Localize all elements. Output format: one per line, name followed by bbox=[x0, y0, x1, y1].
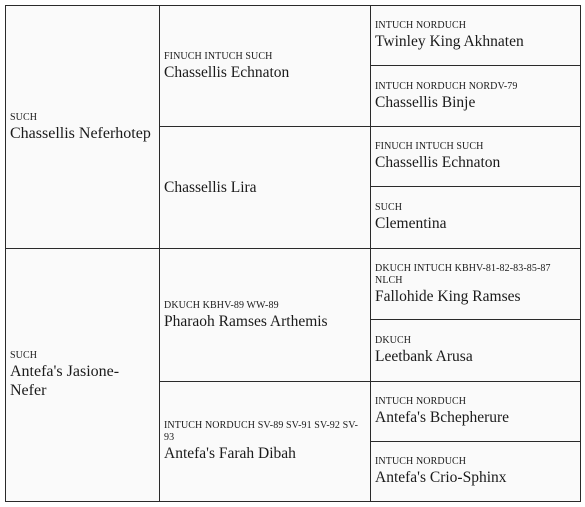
dog-title: FINUCH INTUCH SUCH bbox=[375, 141, 484, 152]
dog-name: Chassellis Echnaton bbox=[375, 154, 501, 171]
dog-name: Leetbank Arusa bbox=[375, 348, 473, 365]
dog-name: Antefa's Bchepherure bbox=[375, 409, 510, 426]
dog-title: DKUCH KBHV-89 WW-89 bbox=[164, 299, 279, 311]
great-grandparent-6 bbox=[370, 319, 581, 382]
dog-title: INTUCH NORDUCH NORDV-79 bbox=[375, 80, 518, 92]
parent-sire bbox=[5, 5, 160, 249]
dog-name: Antefa's Jasione-Nefer bbox=[10, 363, 120, 399]
great-grandparent-7 bbox=[370, 381, 581, 442]
parent-dam bbox=[5, 248, 160, 502]
dog-name: Chassellis Echnaton bbox=[164, 63, 290, 81]
dog-title: DKUCH INTUCH KBHV-81-82-83-85-87 NLCH bbox=[375, 262, 551, 286]
grandparent-1 bbox=[159, 5, 371, 127]
dog-name: Antefa's Farah Dibah bbox=[164, 445, 296, 462]
dog-name: Twinley King Akhnaten bbox=[375, 33, 524, 50]
dog-name: Clementina bbox=[375, 215, 447, 232]
dog-name: Chassellis Lira bbox=[164, 179, 257, 196]
grandparent-4 bbox=[159, 381, 371, 502]
dog-name: Antefa's Crio-Sphinx bbox=[375, 469, 507, 486]
dog-title: INTUCH NORDUCH bbox=[375, 396, 467, 407]
dog-title: INTUCH NORDUCH SV-89 SV-91 SV-92 SV-93 bbox=[164, 420, 359, 443]
great-grandparent-5 bbox=[370, 248, 581, 320]
dog-title: DKUCH bbox=[375, 335, 412, 346]
dog-title: INTUCH NORDUCH bbox=[375, 20, 467, 31]
dog-title: FINUCH INTUCH SUCH bbox=[164, 50, 273, 62]
dog-title: INTUCH NORDUCH bbox=[375, 456, 467, 467]
great-grandparent-2 bbox=[370, 65, 581, 127]
dog-name: Pharaoh Ramses Arthemis bbox=[164, 312, 328, 330]
dog-name: Fallohide King Ramses bbox=[375, 287, 521, 305]
pedigree-chart bbox=[5, 5, 581, 502]
great-grandparent-3 bbox=[370, 126, 581, 187]
grandparent-2 bbox=[159, 126, 371, 249]
great-grandparent-8 bbox=[370, 441, 581, 502]
dog-title: SUCH bbox=[375, 202, 403, 213]
great-grandparent-4 bbox=[370, 186, 581, 249]
dog-name: Chassellis Neferhotep bbox=[10, 124, 151, 142]
grandparent-3 bbox=[159, 248, 371, 382]
great-grandparent-1 bbox=[370, 5, 581, 66]
dog-title: SUCH bbox=[10, 350, 38, 361]
dog-name: Chassellis Binje bbox=[375, 93, 476, 111]
dog-title: SUCH bbox=[10, 111, 38, 123]
